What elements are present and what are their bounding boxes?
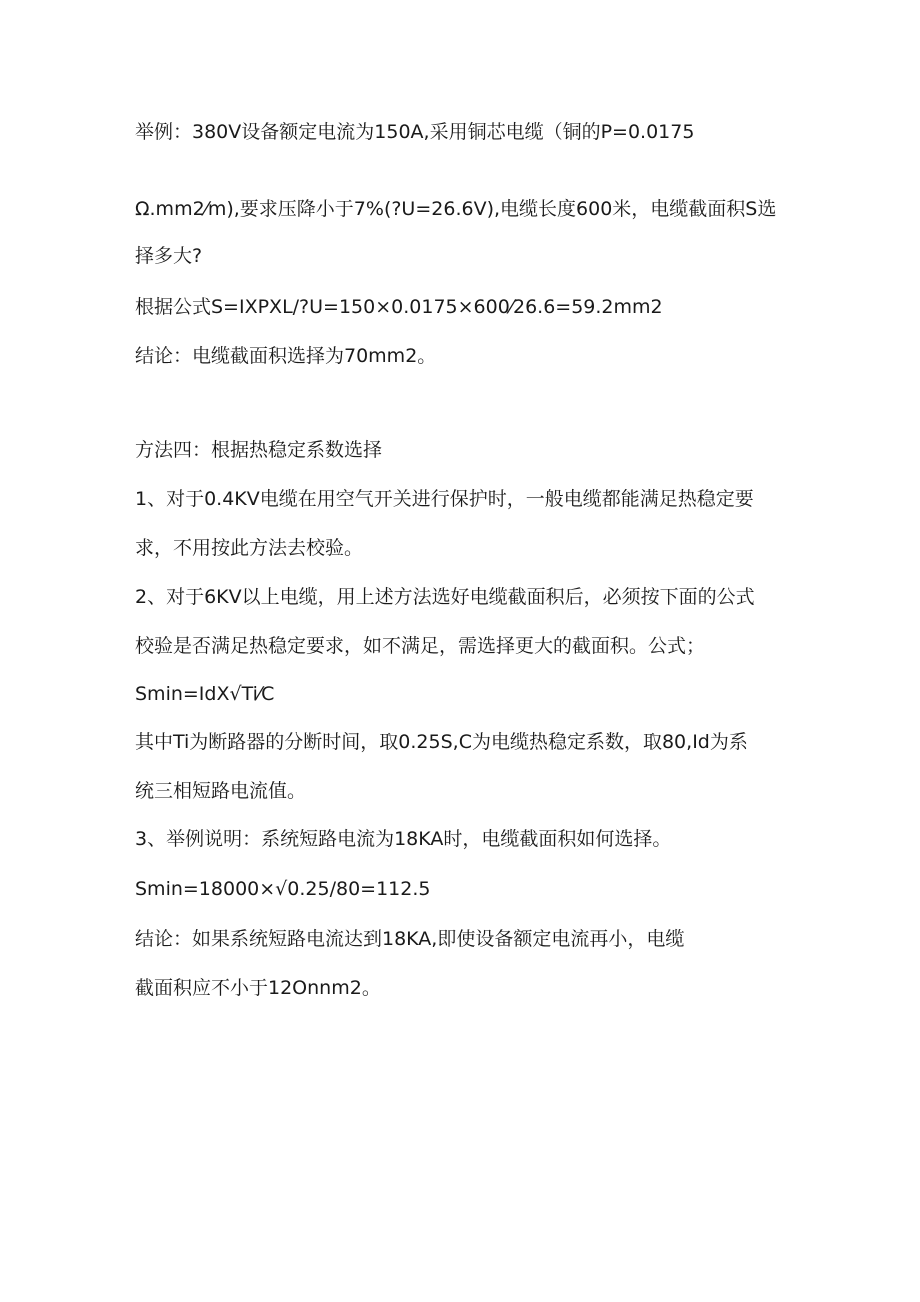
example-intro-line: 举例：380V设备额定电流为150A,采用铜芯电缆（铜的P=0.0175	[135, 121, 695, 143]
final-conclusion-line-2: 截面积应不小于12Onnm2。	[135, 977, 381, 999]
example-condition-line: Ω.mm2⁄m),要求压降小于7%(?U=26.6V),电缆长度600米，电缆截面积S选	[135, 198, 777, 220]
formula-explanation-line-2: 统三相短路电流值。	[135, 780, 307, 802]
point-1-line-2: 求，不用按此方法去校验。	[135, 537, 364, 559]
point-1-line-1: 1、对于0.4KV电缆在用空气开关进行保护时，一般电缆都能满足热稳定要	[135, 488, 754, 510]
smin-calculation: Smin=18000×√0.25/80=112.5	[135, 878, 431, 900]
example-question-line: 择多大?	[135, 245, 203, 267]
smin-formula: Smin=IdX√Ti⁄C	[135, 683, 275, 705]
point-3-line: 3、举例说明：系统短路电流为18KA时，电缆截面积如何选择。	[135, 828, 672, 850]
point-2-line-1: 2、对于6KV以上电缆，用上述方法选好电缆截面积后，必须按下面的公式	[135, 586, 755, 608]
formula-explanation-line-1: 其中Ti为断路器的分断时间，取0.25S,C为电缆热稳定系数，取80,Id为系	[135, 731, 748, 753]
point-2-line-2: 校验是否满足热稳定要求，如不满足，需选择更大的截面积。公式；	[135, 635, 706, 657]
formula-calculation-line: 根据公式S=IXPXL/?U=150×0.0175×600⁄26.6=59.2mm2	[135, 296, 663, 318]
final-conclusion-line-1: 结论：如果系统短路电流达到18KA,即使设备额定电流再小，电缆	[135, 928, 685, 950]
section-heading-method-four: 方法四：根据热稳定系数选择	[135, 439, 383, 461]
conclusion-line: 结论：电缆截面积选择为70mm2。	[135, 345, 437, 367]
